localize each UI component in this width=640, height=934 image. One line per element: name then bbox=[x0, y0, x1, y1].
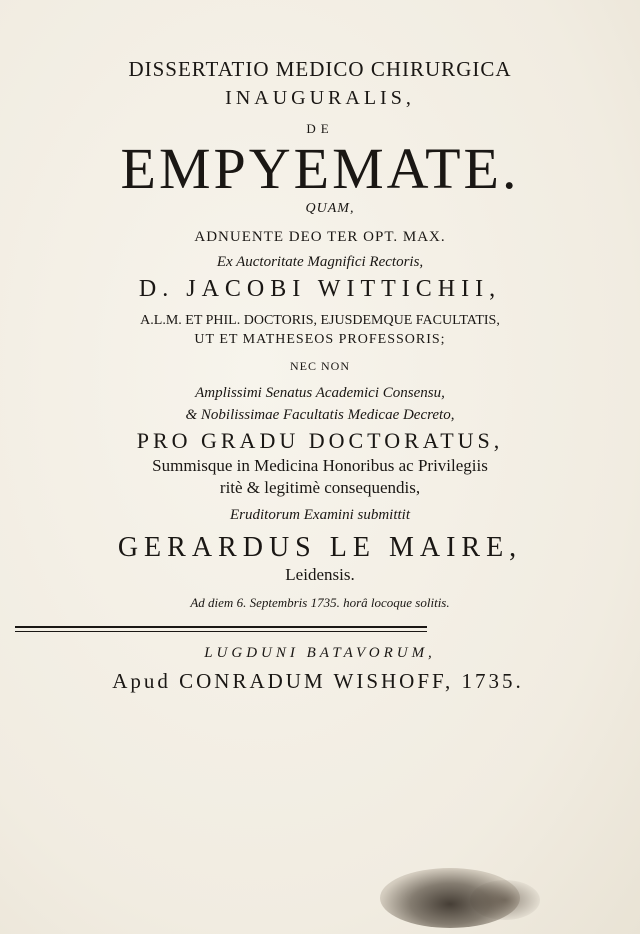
de-line: DE bbox=[306, 121, 334, 136]
auctoritate-line: Ex Auctoritate Magnifici Rectoris, bbox=[216, 254, 424, 270]
publisher-line: Apud CONRADUM WISHOFF, 1735. bbox=[112, 669, 524, 693]
rector-name: D. JACOBI WITTICHII, bbox=[138, 276, 502, 302]
senatus-line: Amplissimi Senatus Academici Consensu, bbox=[195, 385, 445, 401]
dissertation-heading: DISSERTATIO MEDICO CHIRURGICA bbox=[128, 57, 512, 81]
author-name: GERARDUS LE MAIRE, bbox=[117, 532, 523, 563]
pro-gradu-line: PRO GRADU DOCTORATUS, bbox=[136, 428, 504, 453]
quam-line: QUAM, bbox=[305, 201, 355, 216]
inauguralis-line: INAUGURALIS, bbox=[225, 87, 415, 109]
facultatis-line: & Nobilissimae Facultatis Medicae Decreto, bbox=[185, 407, 455, 423]
double-rule-thin bbox=[15, 631, 427, 632]
date-line: Ad diem 6. Septembris 1735. horâ locoque solitis. bbox=[190, 595, 450, 610]
eruditorum-line: Eruditorum Examini submittit bbox=[230, 507, 410, 523]
rector-titles: A.L.M. ET PHIL. DOCTORIS, EJUSDEMQUE FACULTATIS, bbox=[140, 313, 500, 328]
ink-stain-2 bbox=[470, 880, 540, 920]
origin-line: Leidensis. bbox=[285, 565, 355, 584]
adnuente-line: ADNUENTE DEO TER OPT. MAX. bbox=[194, 229, 446, 245]
main-title: EMPYEMATE. bbox=[120, 136, 520, 201]
rite-line: ritè & legitimè consequendis, bbox=[219, 478, 421, 497]
rector-titles-2: UT ET MATHESEOS PROFESSORIS; bbox=[194, 332, 446, 347]
nec-non-line: NEC NON bbox=[290, 359, 350, 373]
place-line: LUGDUNI BATAVORUM, bbox=[204, 645, 436, 661]
double-rule-thick bbox=[15, 626, 427, 628]
summisque-line: Summisque in Medicina Honoribus ac Privilegiis bbox=[152, 456, 488, 475]
